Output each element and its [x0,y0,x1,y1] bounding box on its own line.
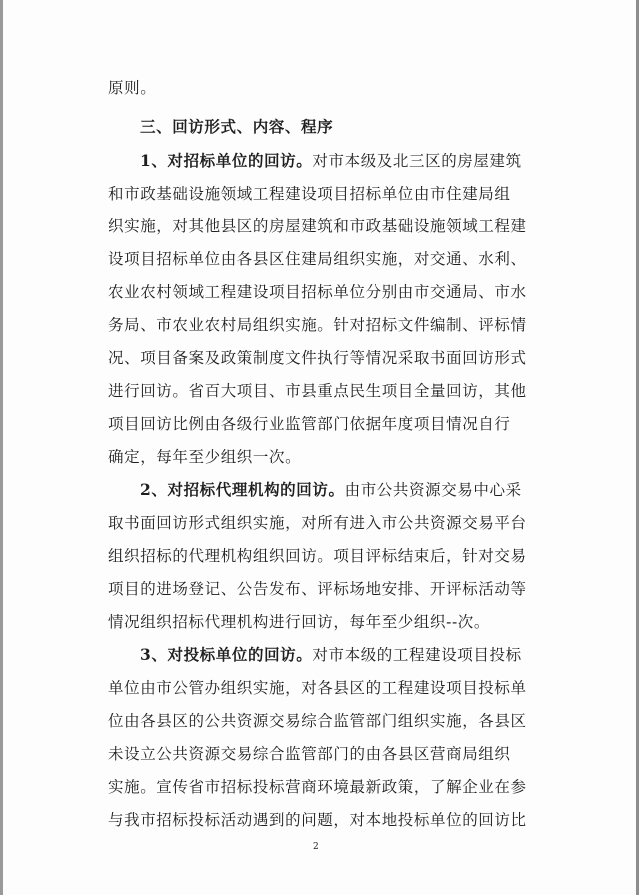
text-line [108,678,527,698]
line-text: 由市公共资源交易中心采 [344,481,522,499]
text-line [108,810,527,830]
text-line [108,414,511,434]
paragraph-lead: 2、对招标代理机构的回访。 [140,480,345,499]
section-heading [140,117,333,137]
line-text: 务局、市农业农村局组织实施。针对招标文件编制、评标情 [108,316,527,334]
page-number: 2 [313,842,319,852]
paragraph-start [140,480,522,500]
line-text: 对市本级及北三区的房屋建筑 [312,152,522,170]
line-text: 情况组织招标代理机构进行回访，每年至少组织--次。 [108,613,490,631]
text-line [108,249,527,269]
line-text: 对市本级的工程建设项目投标 [312,646,522,664]
line-text: 单位由市公管办组织实施，对各县区的工程建设项目投标单 [108,679,527,697]
text-line [108,184,511,204]
text-line [108,348,527,368]
line-text: 确定，每年至少组织一次。 [108,448,302,466]
line-text: 取书面回访形式组织实施，对所有进入市公共资源交易平台 [108,514,527,532]
line-text: 与我市招标投标活动遇到的问题，对本地投标单位的回访比 [108,811,527,829]
text-line [108,315,527,335]
line-text: 况、项目备案及政策制度文件执行等情况采取书面回访形式 [108,349,527,367]
text-line [108,777,527,797]
line-text: 项目的进场登记、公告发布、评标场地安排、开评标活动等 [108,580,527,598]
text-line [108,78,156,98]
line-text: 原则。 [108,79,157,97]
line-text: 和市政基础设施领域工程建设项目招标单位由市住建局组 [108,185,511,203]
line-text: 位由各县区的公共资源交易综合监管部门组织实施，各县区 [108,712,527,730]
text-line [108,711,527,731]
line-text: 未设立公共资源交易综合监管部门的由各县区营商局组织 [108,745,511,763]
text-line [108,612,490,632]
paragraph-lead: 1、对招标单位的回访。 [140,151,313,170]
paragraph-start [140,151,522,171]
line-text: 组织招标的代理机构组织回访。项目评标结束后，针对交易 [108,547,527,565]
heading-text: 三、回访形式、内容、程序 [140,117,334,136]
line-text: 织实施，对其他县区的房屋建筑和市政基础设施领域工程建 [108,217,527,235]
text-line [108,579,527,599]
line-text: 项目回访比例由各级行业监管部门依据年度项目情况自行 [108,415,511,433]
text-line [108,216,527,236]
text-line [108,513,527,533]
line-text: 设项目招标单位由各县区住建局组织实施，对交通、水利、 [108,250,527,268]
text-line [108,282,527,302]
text-line [108,381,527,401]
scan-edge-left [0,0,3,895]
paragraph-lead: 3、对投标单位的回访。 [140,645,313,664]
line-text: 进行回访。省百大项目、市县重点民生项目全量回访，其他 [108,382,527,400]
paragraph-start [140,645,522,665]
text-line [108,447,301,467]
line-text: 农业农村领域工程建设项目招标单位分别由市交通局、市水 [108,283,527,301]
text-line [108,744,511,764]
line-text: 实施。宣传省市招标投标营商环境最新政策，了解企业在参 [108,778,527,796]
text-line [108,546,527,566]
